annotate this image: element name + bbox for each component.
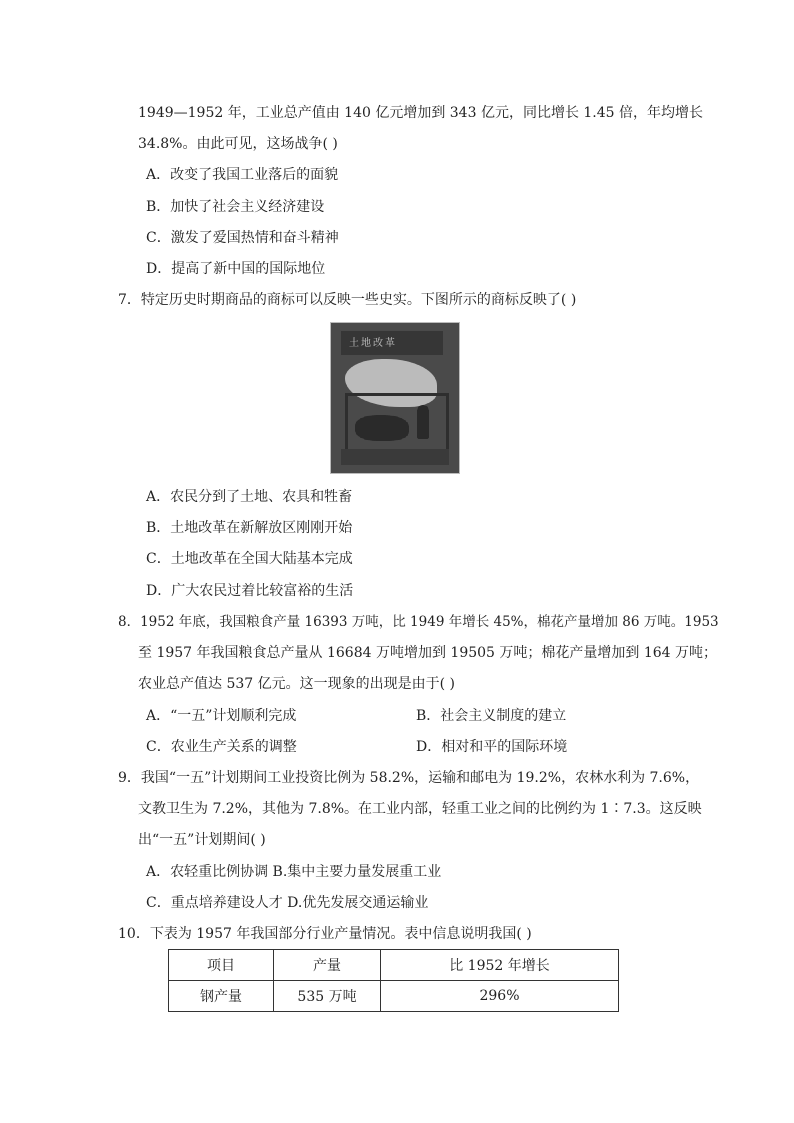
q9-option-cd: C．重点培养建设人才 D.优先发展交通运输业 (146, 895, 429, 911)
table-cell: 钢产量 (169, 981, 274, 1012)
q8-option-c: C．农业生产关系的调整 (146, 739, 297, 755)
q7-option-b: B．土地改革在新解放区刚刚开始 (146, 520, 353, 536)
table-header-cell: 产量 (274, 950, 381, 981)
q10-stem: 10．下表为 1957 年我国部分行业产量情况。表中信息说明我国( ) (118, 926, 532, 942)
table-cell: 296% (381, 981, 619, 1012)
q9-stem-line1: 9．我国“一五”计划期间工业投资比例为 58.2%，运输和邮电为 19.2%，农林水利为 7.6%， (118, 770, 700, 786)
q7-option-c: C．土地改革在全国大陆基本完成 (146, 551, 353, 567)
q8-option-d: D．相对和平的国际环境 (416, 739, 568, 755)
table-header-cell: 比 1952 年增长 (381, 950, 619, 981)
production-table (168, 949, 619, 1012)
q6-stem-line1: 1949—1952 年，工业总产值由 140 亿元增加到 343 亿元，同比增长 1.45 倍，年均增长 (138, 105, 704, 121)
table-header-cell: 项目 (169, 950, 274, 981)
q6-option-c: C．激发了爱国热情和奋斗精神 (146, 230, 339, 246)
q6-option-a: A．改变了我国工业落后的面貌 (146, 167, 339, 183)
q6-option-d: D．提高了新中国的国际地位 (146, 261, 326, 277)
q8-stem-line2: 至 1957 年我国粮食总产量从 16684 万吨增加到 19505 万吨；棉花产量增加到 164 万吨； (138, 645, 718, 661)
q9-option-ab: A．农轻重比例协调 B.集中主要力量发展重工业 (146, 864, 442, 880)
table-header-row (169, 950, 619, 981)
q7-option-a: A．农民分到了土地、农具和牲畜 (146, 489, 353, 505)
q8-stem-line3: 农业总产值达 537 亿元。这一现象的出现是由于( ) (138, 676, 455, 692)
q8-option-a: A．“一五”计划顺利完成 (146, 708, 297, 724)
q9-stem-line3: 出“一五”计划期间( ) (138, 832, 266, 848)
q6-option-b: B．加快了社会主义经济建设 (146, 199, 325, 215)
q9-stem-line2: 文教卫生为 7.2%，其他为 7.8%。在工业内部，轻重工业之间的比例约为 1∶7.3。这反映 (138, 801, 702, 817)
table-cell: 535 万吨 (274, 981, 381, 1012)
table-row (169, 981, 619, 1012)
trademark-image: 土地改革 (330, 322, 460, 474)
q7-stem: 7．特定历史时期商品的商标可以反映一些史实。下图所示的商标反映了( ) (118, 292, 577, 308)
q6-stem-line2: 34.8%。由此可见，这场战争( ) (138, 136, 338, 152)
q8-stem-line1: 8．1952 年底，我国粮食产量 16393 万吨，比 1949 年增长 45%，棉花产量增加 86 万吨。1953 (118, 614, 719, 630)
q8-option-b: B．社会主义制度的建立 (416, 708, 567, 724)
q7-option-d: D．广大农民过着比较富裕的生活 (146, 583, 354, 599)
